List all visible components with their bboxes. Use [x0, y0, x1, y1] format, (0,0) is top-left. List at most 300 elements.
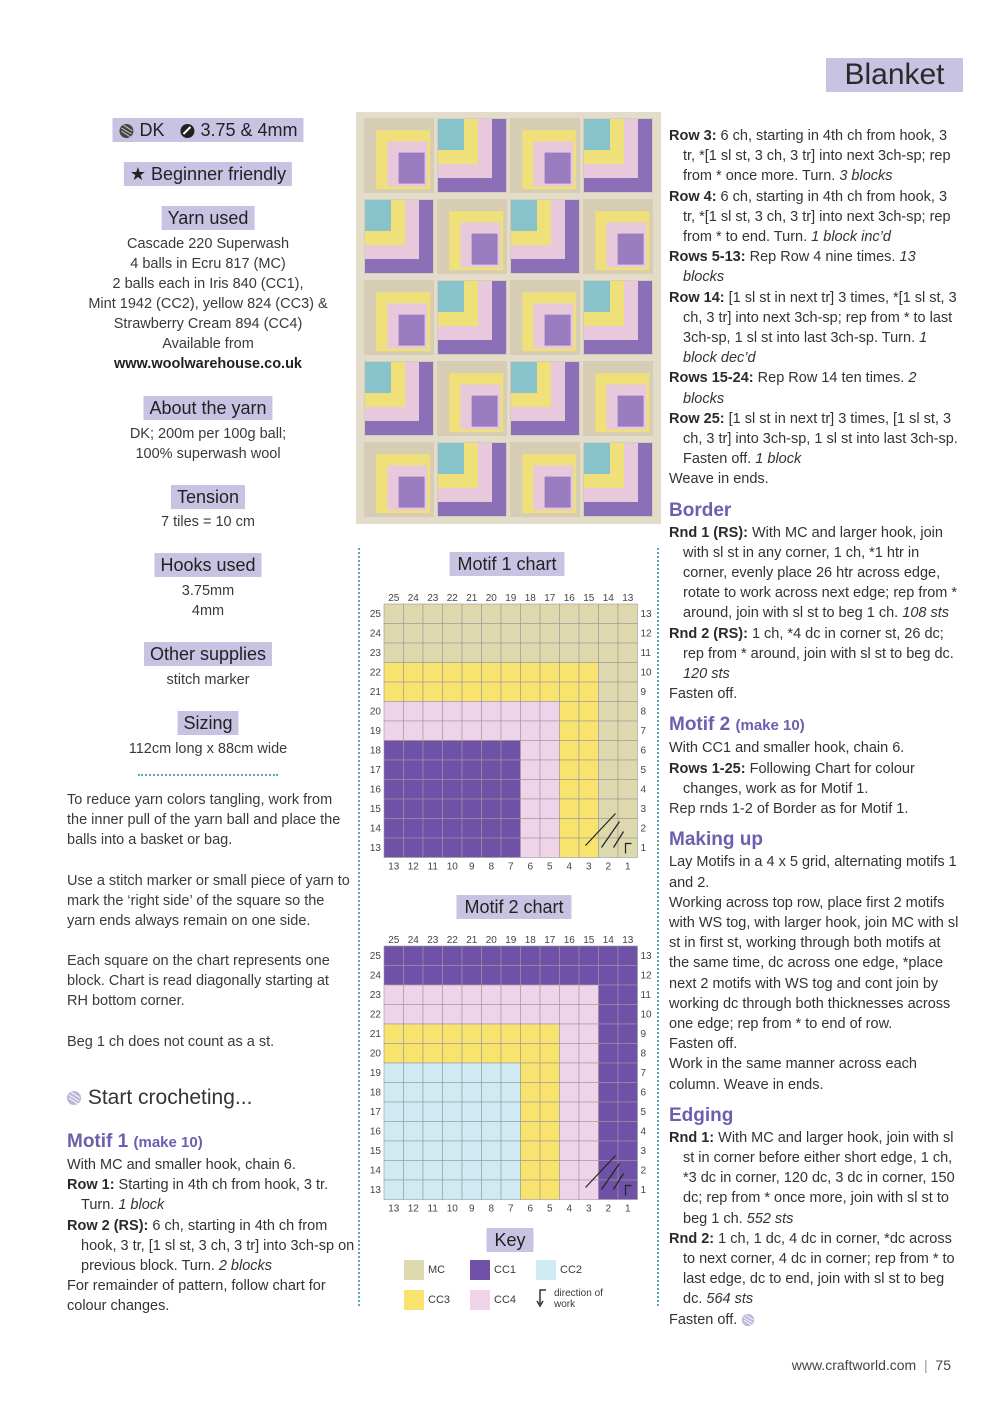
- chart-cell: [540, 682, 560, 702]
- chart-bottom-number: 13: [388, 861, 400, 873]
- chart-left-number: 23: [369, 989, 381, 1001]
- chart-cell: [618, 1024, 638, 1044]
- chart-bottom-number: 6: [527, 861, 534, 873]
- chart-cell: [482, 1122, 502, 1142]
- chart-bottom-number: 8: [488, 1203, 495, 1215]
- chart-top-number: 22: [446, 593, 458, 604]
- chart-top-number: 13: [622, 593, 634, 604]
- chart-cell: [423, 1083, 443, 1103]
- sizing-label: Sizing: [177, 711, 238, 735]
- chart-cell: [560, 721, 580, 741]
- chart-cell: [462, 838, 482, 858]
- chart-cell: [443, 702, 463, 722]
- chart-left-number: 25: [369, 608, 381, 620]
- chart-cell: [384, 819, 404, 839]
- chart-cell: [521, 1083, 541, 1103]
- chart-cell: [599, 1122, 619, 1142]
- chart-cell: [560, 838, 580, 858]
- chart-cell: [618, 1044, 638, 1064]
- chart-bottom-number: 1: [624, 1203, 631, 1215]
- chart-cell: [521, 799, 541, 819]
- chart-cell: [618, 604, 638, 624]
- chart-cell: [462, 741, 482, 761]
- chart-cell: [404, 1044, 424, 1064]
- chart-cell: [599, 1180, 619, 1200]
- chart-cell: [384, 624, 404, 644]
- chart-cell: [501, 1024, 521, 1044]
- chart-cell: [560, 799, 580, 819]
- chart-cell: [462, 1141, 482, 1161]
- chart-cell: [482, 721, 502, 741]
- chart-right-number: 4: [640, 784, 647, 796]
- chart-cell: [579, 1141, 599, 1161]
- chart-cell: [501, 819, 521, 839]
- chart-cell: [384, 760, 404, 780]
- chart-top-number: 25: [388, 935, 400, 946]
- chart-cell: [618, 760, 638, 780]
- blanket-tile: [583, 118, 653, 193]
- chart-cell: [384, 604, 404, 624]
- chart-cell: [521, 643, 541, 663]
- yarn-line: 2 balls each in Iris 840 (CC1),: [112, 276, 304, 292]
- chart-cell: [423, 946, 443, 966]
- chart-cell: [521, 741, 541, 761]
- chart-cell: [599, 966, 619, 986]
- key-label-cc1: CC1: [494, 1264, 517, 1276]
- edging-rnd1: Rnd 1: With MC and larger hook, join with sl st in corner before either short edge, 1 ch, *3 dc in corner, 120 dc, 3 dc in corner, 150 dc; rep from * once more, join with sl st to beg 1 ch. 552 sts: [669, 1129, 955, 1227]
- chart-cell: [540, 1122, 560, 1142]
- chart-cell: [579, 1024, 599, 1044]
- chart-cell: [579, 1180, 599, 1200]
- key-label-cc3: CC3: [428, 1294, 451, 1306]
- divider-dots-left: [358, 548, 360, 1306]
- chart-cell: [384, 1044, 404, 1064]
- row14: Row 14: [1 sl st in next tr] 3 times, *[1 sl st, 3 ch, 3 tr] into next 3ch-sp; rep from * to last 3ch-sp, 1 sl st into last 3ch-sp. Turn. 1 block dec’d: [669, 289, 957, 367]
- chart-cell: [404, 702, 424, 722]
- chart-cell: [462, 1044, 482, 1064]
- chart-top-number: 25: [388, 593, 400, 604]
- chart-cell: [384, 682, 404, 702]
- chart-cell: [560, 702, 580, 722]
- chart-cell: [404, 1122, 424, 1142]
- motif2-chart: [362, 932, 654, 1217]
- divider-dots: [138, 774, 278, 776]
- blanket-tile: [510, 280, 580, 355]
- chart-cell: [482, 643, 502, 663]
- chart-cell: [423, 624, 443, 644]
- yarn-line: Strawberry Cream 894 (CC4): [113, 316, 303, 332]
- chart-left-number: 16: [369, 1126, 381, 1138]
- border-heading: Border: [669, 499, 732, 521]
- chart-top-number: 14: [602, 593, 614, 604]
- chart-cell: [521, 819, 541, 839]
- chart-left-number: 24: [369, 628, 381, 640]
- chart-cell: [404, 624, 424, 644]
- chart-right-number: 13: [640, 950, 652, 962]
- chart-bottom-number: 4: [566, 1203, 573, 1215]
- border-rnd1: Rnd 1 (RS): With MC and larger hook, join with sl st in any corner, 1 ch, *1 htr in corner, evenly place 26 htr across edge, rotate to work across next edge; rep from * around, join with sl st to beg 1 ch. 108 sts: [669, 524, 958, 622]
- chart-cell: [599, 1083, 619, 1103]
- direction-arrow-icon: [536, 1288, 550, 1308]
- chart-cell: [521, 1122, 541, 1142]
- chart-cell: [482, 702, 502, 722]
- chart-bottom-number: 11: [427, 861, 438, 873]
- chart-cell: [404, 1141, 424, 1161]
- chart-right-number: 11: [640, 647, 651, 659]
- chart-cell: [521, 1005, 541, 1025]
- chart-cell: [599, 643, 619, 663]
- chart-left-number: 15: [369, 1145, 381, 1157]
- blanket-tile: [364, 199, 434, 274]
- blanket-tile: [583, 361, 653, 436]
- chart-right-number: 3: [640, 1145, 647, 1157]
- chart-right-number: 9: [640, 1028, 647, 1040]
- chart-cell: [618, 1122, 638, 1142]
- tip-4: Beg 1 ch does not count as a st.: [67, 1034, 275, 1050]
- divider-dots-right: [657, 548, 659, 1306]
- chart-cell: [521, 663, 541, 683]
- chart-cell: [579, 721, 599, 741]
- chart-cell: [423, 838, 443, 858]
- hooks-label: Hooks used: [154, 553, 261, 577]
- chart-cell: [462, 1102, 482, 1122]
- sizing-text: [78, 739, 338, 759]
- chart-cell: [404, 643, 424, 663]
- chart-cell: [384, 1063, 404, 1083]
- chart-cell: [579, 682, 599, 702]
- chart-cell: [462, 643, 482, 663]
- chart-cell: [501, 1044, 521, 1064]
- footer-site-link[interactable]: www.craftworld.com: [791, 1357, 917, 1373]
- chart-top-number: 16: [563, 935, 575, 946]
- blanket-tile: [437, 199, 507, 274]
- chart-cell: [618, 1063, 638, 1083]
- motif1-row2: Row 2 (RS): 6 ch, starting in 4th ch from hook, 3 tr, [1 sl st, 3 ch, 3 tr] into 3ch-sp on previous block. Turn. 2 blocks: [67, 1217, 355, 1275]
- chart-bottom-number: 12: [407, 861, 419, 873]
- making-up-p2: Working across top row, place first 2 motifs with WS tog, with larger hook, join MC with sl st in first st, working through both motifs at the same time, dc across one edge, *place next 2 motifs with WS tog and cont join by working dc through both thicknesses across one edge; rep from * to end of row.: [669, 894, 959, 1032]
- chart-cell: [521, 966, 541, 986]
- chart-cell: [521, 1102, 541, 1122]
- key-label-mc: MC: [428, 1264, 446, 1276]
- chart-cell: [560, 1083, 580, 1103]
- chart-cell: [443, 1044, 463, 1064]
- star-icon: ★: [129, 164, 147, 184]
- chart-cell: [423, 741, 443, 761]
- chart-cell: [443, 1063, 463, 1083]
- chart-cell: [540, 721, 560, 741]
- motif1-intro: With MC and smaller hook, chain 6.: [67, 1157, 296, 1173]
- chart-cell: [404, 819, 424, 839]
- yarn-used-label: Yarn used: [162, 206, 255, 230]
- chart-cell: [443, 780, 463, 800]
- chart-right-number: 7: [640, 1067, 647, 1079]
- chart-cell: [384, 702, 404, 722]
- chart-cell: [462, 682, 482, 702]
- blanket-tile: [364, 361, 434, 436]
- chart-cell: [501, 780, 521, 800]
- yarn-hook-specs: [112, 118, 303, 142]
- chart-cell: [560, 966, 580, 986]
- chart-cell: [560, 1024, 580, 1044]
- chart-cell: [618, 741, 638, 761]
- about-yarn-text: [78, 424, 338, 464]
- chart-cell: [482, 780, 502, 800]
- chart-cell: [521, 985, 541, 1005]
- chart-cell: [462, 780, 482, 800]
- chart-cell: [462, 799, 482, 819]
- key-swatch-cc2: [536, 1260, 556, 1280]
- key-swatch-cc1: [470, 1260, 490, 1280]
- chart-cell: [443, 819, 463, 839]
- page-number: 75: [935, 1357, 951, 1373]
- chart-cell: [384, 780, 404, 800]
- chart-cell: [560, 1180, 580, 1200]
- chart-top-number: 22: [446, 935, 458, 946]
- chart-top-number: 15: [583, 935, 595, 946]
- chart-left-number: 22: [369, 1009, 381, 1021]
- chart-cell: [384, 1122, 404, 1142]
- row4: Row 4: 6 ch, starting in 4th ch from hook, 3 tr, *[1 sl st, 3 ch, 3 tr] into next 3ch-sp; rep from * to end. Turn. 1 block inc’d: [669, 188, 951, 246]
- border-rnd2: Rnd 2 (RS): 1 ch, *4 dc in corner st, 26 dc; rep from * around, join with sl st to beg dc. 120 sts: [669, 625, 954, 683]
- chart-cell: [423, 663, 443, 683]
- chart-right-number: 10: [640, 1009, 652, 1021]
- chart-cell: [443, 1005, 463, 1025]
- chart-cell: [560, 1122, 580, 1142]
- chart-left-number: 19: [369, 725, 381, 737]
- motif2-intro: With CC1 and smaller hook, chain 6.: [669, 740, 905, 757]
- chart-cell: [404, 946, 424, 966]
- chart-cell: [618, 780, 638, 800]
- chart-cell: [384, 1141, 404, 1161]
- chart-cell: [501, 624, 521, 644]
- chart-top-number: 19: [505, 593, 517, 604]
- chart-cell: [521, 1161, 541, 1181]
- chart-cell: [560, 1063, 580, 1083]
- chart-cell: [618, 799, 638, 819]
- chart-cell: [404, 1063, 424, 1083]
- chart-cell: [423, 1180, 443, 1200]
- yarn-ball-icon: [741, 1313, 755, 1327]
- chart-cell: [462, 985, 482, 1005]
- chart-cell: [618, 624, 638, 644]
- chart-cell: [384, 799, 404, 819]
- blanket-tile: [437, 361, 507, 436]
- chart-right-number: 6: [640, 745, 647, 757]
- chart-cell: [560, 682, 580, 702]
- chart-right-number: 13: [640, 608, 652, 620]
- chart-cell: [404, 1161, 424, 1181]
- chart-bottom-number: 3: [585, 1203, 592, 1215]
- blanket-tile: [437, 280, 507, 355]
- supply-line: stitch marker: [166, 672, 250, 688]
- chart-cell: [443, 663, 463, 683]
- chart-top-number: 13: [622, 935, 634, 946]
- chart-cell: [482, 985, 502, 1005]
- chart-left-number: 18: [369, 745, 381, 757]
- yarn-url-link[interactable]: www.woolwarehouse.co.uk: [114, 356, 302, 372]
- chart-right-number: 11: [640, 989, 651, 1001]
- chart-cell: [618, 966, 638, 986]
- chart-left-number: 21: [369, 686, 381, 698]
- chart-cell: [599, 741, 619, 761]
- chart-cell: [560, 760, 580, 780]
- yarn-ball-icon: [66, 1090, 82, 1106]
- key-title: Key: [486, 1228, 533, 1252]
- chart-cell: [501, 1063, 521, 1083]
- chart-cell: [423, 682, 443, 702]
- chart-cell: [501, 604, 521, 624]
- chart-cell: [560, 1161, 580, 1181]
- chart-cell: [540, 819, 560, 839]
- chart-cell: [599, 799, 619, 819]
- chart-cell: [443, 946, 463, 966]
- chart-cell: [482, 966, 502, 986]
- chart-cell: [560, 624, 580, 644]
- chart-cell: [443, 1180, 463, 1200]
- chart-cell: [462, 663, 482, 683]
- chart-cell: [423, 604, 443, 624]
- chart-cell: [540, 1024, 560, 1044]
- chart-cell: [521, 946, 541, 966]
- chart-cell: [540, 1063, 560, 1083]
- chart-cell: [384, 663, 404, 683]
- about-yarn-label: About the yarn: [143, 396, 272, 420]
- chart-cell: [540, 838, 560, 858]
- chart-cell: [501, 1083, 521, 1103]
- chart-cell: [423, 702, 443, 722]
- chart-cell: [579, 780, 599, 800]
- chart-cell: [482, 838, 502, 858]
- chart-cell: [501, 1005, 521, 1025]
- chart-cell: [404, 985, 424, 1005]
- chart-bottom-number: 12: [407, 1203, 419, 1215]
- chart-top-number: 17: [544, 593, 556, 604]
- chart-cell: [482, 1161, 502, 1181]
- chart-bottom-number: 7: [507, 861, 514, 873]
- blanket-tile: [510, 361, 580, 436]
- chart-cell: [599, 663, 619, 683]
- chart-top-number: 18: [524, 593, 536, 604]
- chart-cell: [560, 819, 580, 839]
- chart-cell: [462, 721, 482, 741]
- chart-cell: [540, 1005, 560, 1025]
- chart-cell: [443, 604, 463, 624]
- chart-cell: [521, 1180, 541, 1200]
- tension-text: [78, 512, 338, 532]
- chart-cell: [462, 966, 482, 986]
- chart-cell: [579, 1005, 599, 1025]
- chart-cell: [540, 702, 560, 722]
- chart-bottom-number: 2: [605, 1203, 612, 1215]
- chart-cell: [579, 1063, 599, 1083]
- chart-cell: [423, 799, 443, 819]
- hook-line: 3.75mm: [181, 583, 235, 599]
- sizing-line: 112cm long x 88cm wide: [128, 741, 288, 757]
- chart-cell: [423, 1102, 443, 1122]
- chart-right-number: 12: [640, 970, 652, 982]
- chart-left-number: 25: [369, 950, 381, 962]
- chart-right-number: 1: [640, 842, 647, 854]
- motif1-chart-label: Motif 1 chart: [449, 552, 564, 576]
- chart-cell: [540, 780, 560, 800]
- chart-cell: [404, 966, 424, 986]
- chart-top-number: 23: [427, 593, 439, 604]
- chart-cell: [462, 1161, 482, 1181]
- motif2-rows: Rows 1-25: Following Chart for colour changes, work as for Motif 1.: [669, 760, 915, 797]
- chart-left-number: 17: [369, 764, 381, 776]
- chart-right-number: 12: [640, 628, 652, 640]
- chart-top-number: 23: [427, 935, 439, 946]
- chart-cell: [501, 682, 521, 702]
- chart-cell: [540, 604, 560, 624]
- chart-cell: [501, 985, 521, 1005]
- chart-cell: [618, 682, 638, 702]
- chart-cell: [384, 946, 404, 966]
- chart-cell: [384, 838, 404, 858]
- chart-cell: [579, 946, 599, 966]
- chart-left-number: 13: [369, 1184, 381, 1196]
- chart-cell: [579, 760, 599, 780]
- chart-right-number: 7: [640, 725, 647, 737]
- making-up-p4: Work in the same manner across each column. Weave in ends.: [669, 1056, 917, 1093]
- chart-bottom-number: 1: [624, 861, 631, 873]
- chart-cell: [560, 946, 580, 966]
- chart-cell: [540, 741, 560, 761]
- chart-top-number: 21: [466, 935, 478, 946]
- chart-cell: [443, 838, 463, 858]
- chart-cell: [482, 682, 502, 702]
- chart-cell: [540, 1083, 560, 1103]
- chart-cell: [462, 604, 482, 624]
- chart-cell: [482, 604, 502, 624]
- chart-top-number: 17: [544, 935, 556, 946]
- chart-cell: [384, 721, 404, 741]
- chart-left-number: 13: [369, 842, 381, 854]
- chart-cell: [521, 624, 541, 644]
- chart-cell: [482, 1102, 502, 1122]
- chart-cell: [423, 966, 443, 986]
- chart-left-number: 17: [369, 1106, 381, 1118]
- chart-cell: [423, 780, 443, 800]
- chart-cell: [618, 643, 638, 663]
- chart-cell: [462, 1122, 482, 1142]
- chart-cell: [501, 1122, 521, 1142]
- chart-cell: [521, 1141, 541, 1161]
- chart-bottom-number: 7: [507, 1203, 514, 1215]
- chart-cell: [404, 799, 424, 819]
- chart-cell: [618, 663, 638, 683]
- chart-left-number: 18: [369, 1087, 381, 1099]
- chart-cell: [423, 1122, 443, 1142]
- chart-cell: [482, 1005, 502, 1025]
- about-line: DK; 200m per 100g ball;: [129, 426, 287, 442]
- chart-cell: [618, 1180, 638, 1200]
- chart-cell: [540, 1141, 560, 1161]
- chart-cell: [384, 1005, 404, 1025]
- chart-cell: [423, 1024, 443, 1044]
- chart-cell: [482, 1083, 502, 1103]
- chart-cell: [618, 838, 638, 858]
- chart-right-number: 9: [640, 686, 647, 698]
- row25: Row 25: [1 sl st in next tr] 3 times, [1 sl st, 3 ch, 3 tr] into 3ch-sp, 1 sl st into last 3ch-sp. Fasten off. 1 block: [669, 410, 958, 468]
- tip-2: Use a stitch marker or small piece of yarn to mark the ‘right side’ of the square so the yarn ends always remain on one side.: [67, 873, 350, 929]
- chart-cell: [443, 643, 463, 663]
- chart-cell: [540, 663, 560, 683]
- chart-cell: [384, 643, 404, 663]
- chart-cell: [443, 1102, 463, 1122]
- chart-cell: [384, 985, 404, 1005]
- chart-cell: [404, 741, 424, 761]
